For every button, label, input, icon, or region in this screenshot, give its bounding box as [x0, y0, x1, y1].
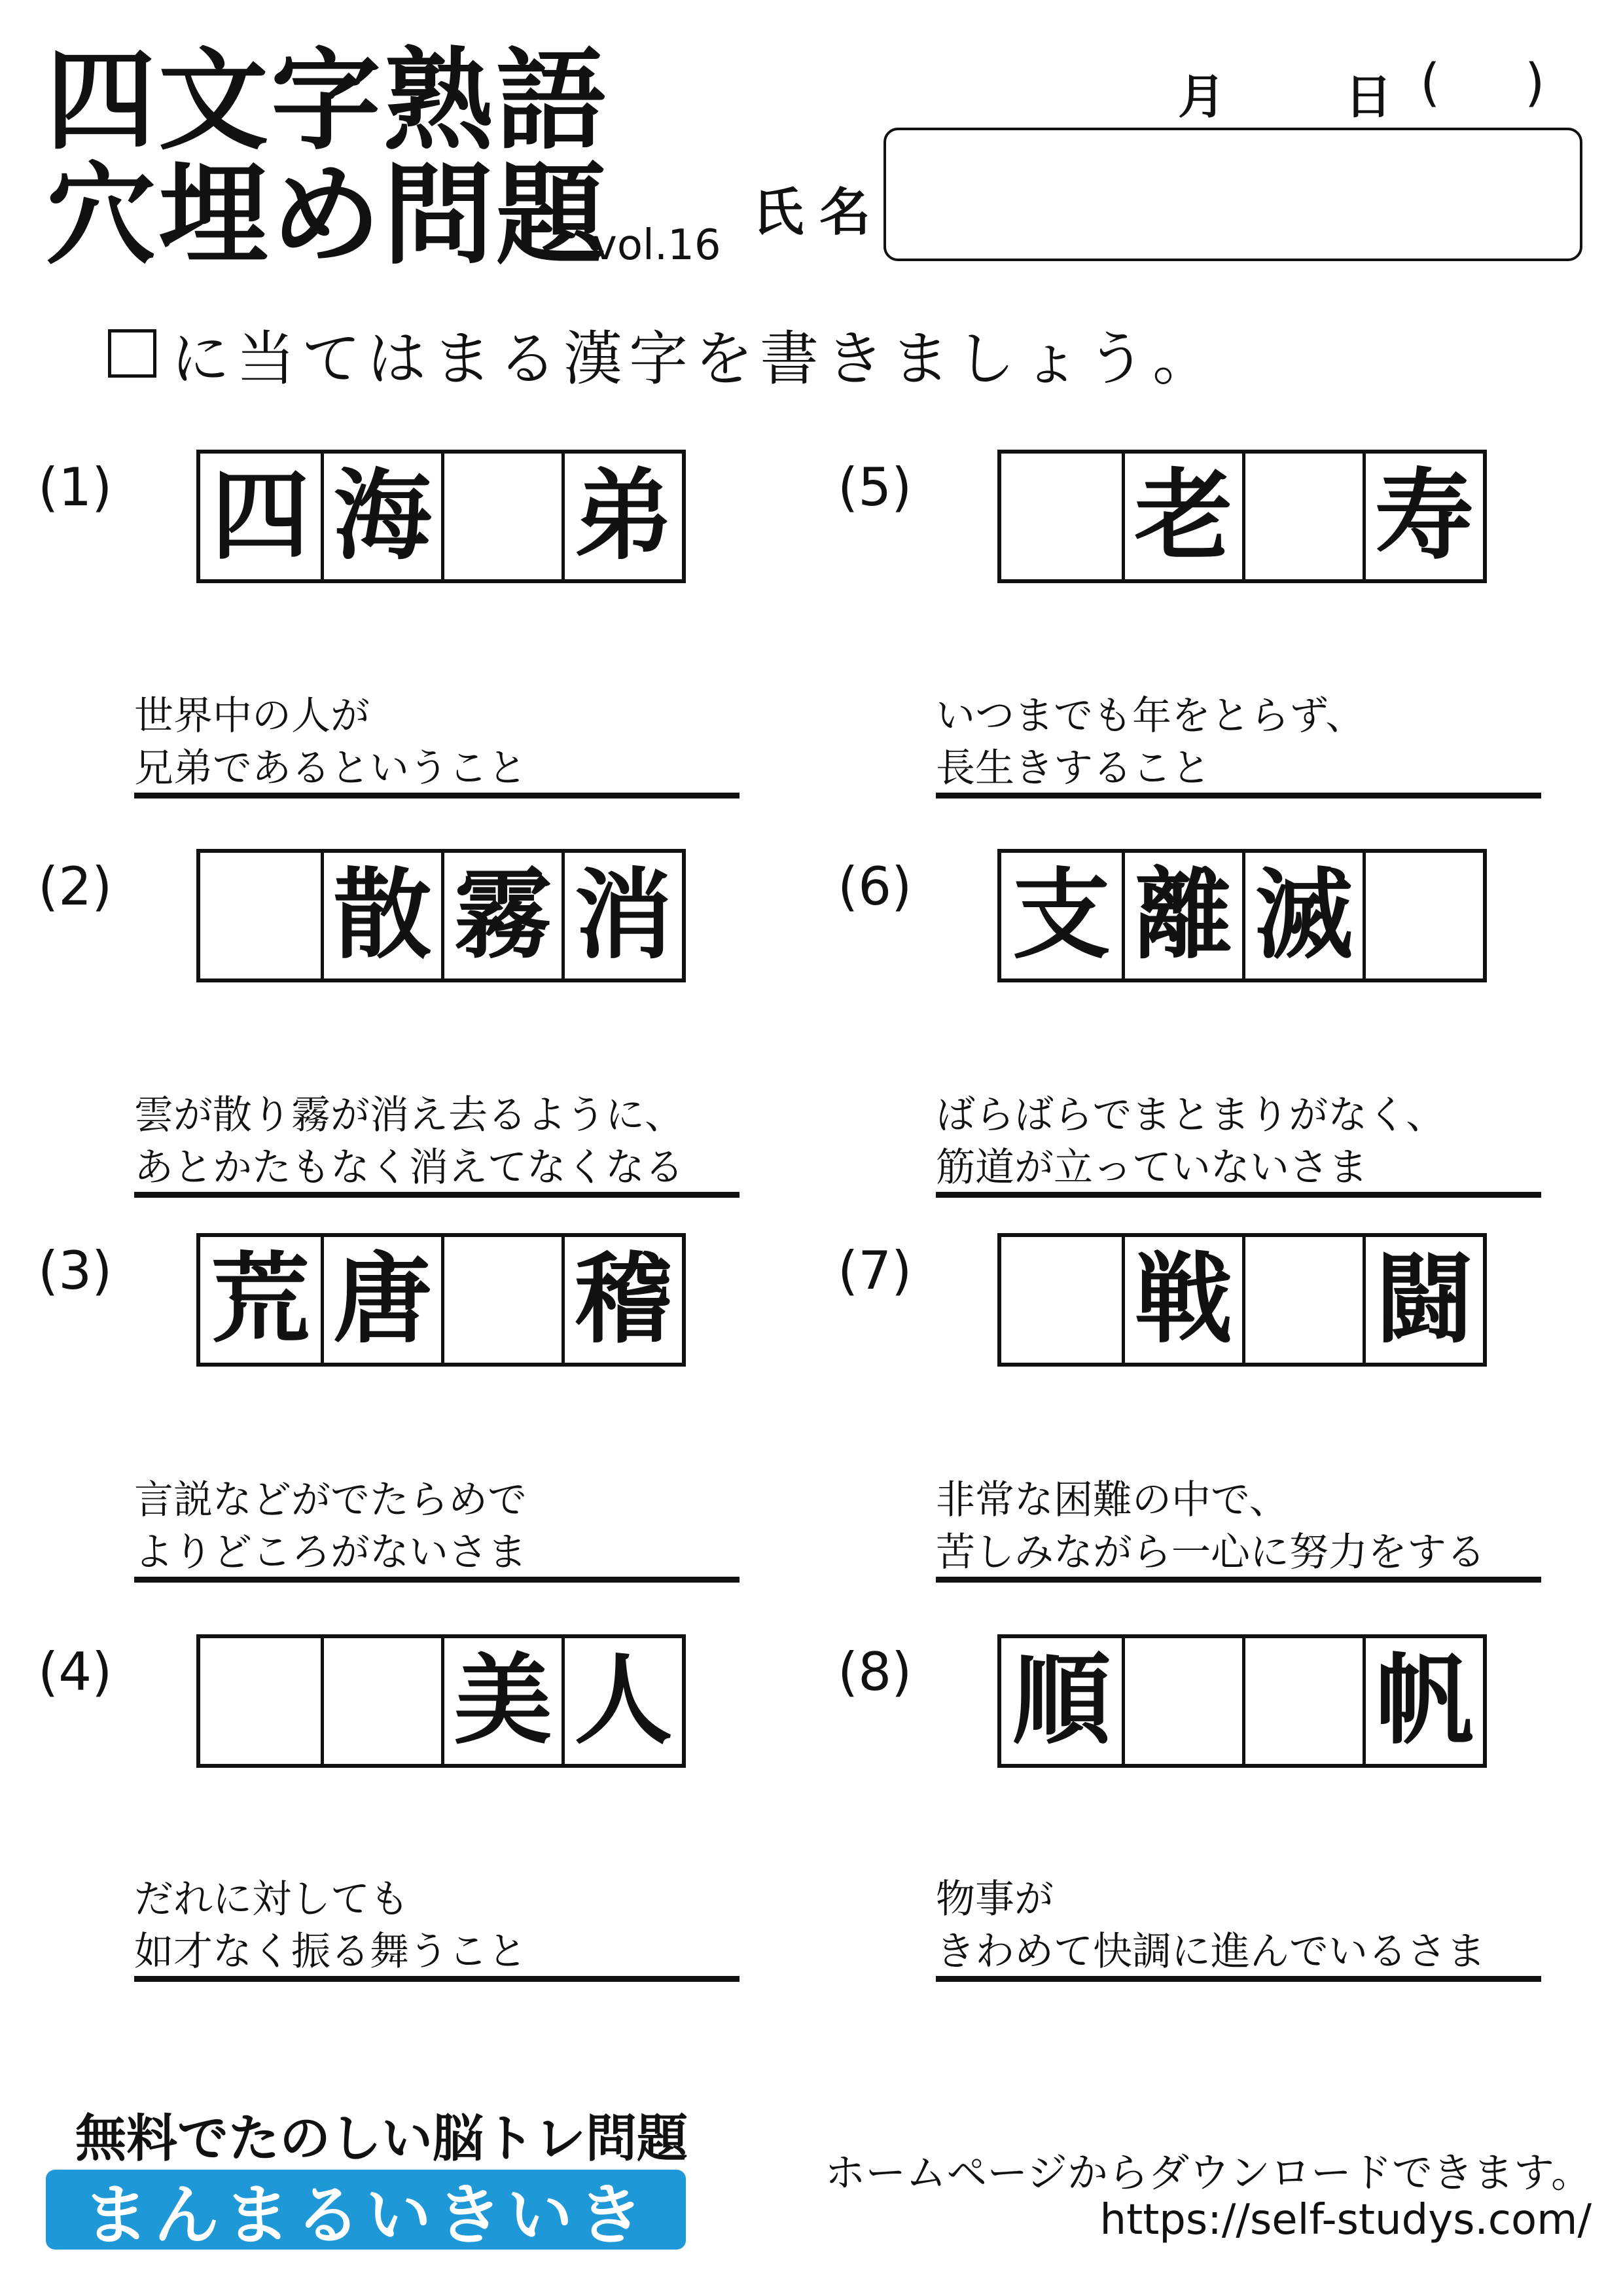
- kanji-cell[interactable]: 順: [1012, 1644, 1111, 1758]
- kanji-cell[interactable]: 海: [321, 454, 441, 579]
- kanji-cell[interactable]: 戦: [1122, 1237, 1242, 1363]
- hint-line-1: 世界中の人が: [134, 693, 370, 739]
- hint-line-1: だれに対しても: [134, 1876, 409, 1922]
- kanji-cell[interactable]: 支: [1012, 859, 1111, 973]
- hint-line-2: 兄弟であるということ: [134, 745, 527, 791]
- question-number: (3): [38, 1240, 113, 1301]
- kanji-cell[interactable]: 荒: [211, 1243, 310, 1357]
- kanji-cell[interactable]: 唐: [321, 1237, 441, 1363]
- title-line-1: 四文字熟語: [46, 37, 609, 165]
- kanji-cell[interactable]: 帆: [1363, 1638, 1483, 1764]
- kanji-cell[interactable]: 滅: [1242, 853, 1363, 978]
- kanji-cell[interactable]: [1242, 1638, 1363, 1764]
- kanji-cell[interactable]: [1001, 454, 1122, 579]
- kanji-cell[interactable]: 散: [321, 853, 441, 978]
- hint: [936, 1458, 1541, 1583]
- answer-boxes: [196, 1634, 686, 1768]
- kanji-cell[interactable]: 寿: [1363, 454, 1483, 579]
- kanji-cell[interactable]: 弟: [562, 454, 682, 579]
- name-field[interactable]: [883, 128, 1582, 261]
- kanji-cell[interactable]: 稽: [562, 1237, 682, 1363]
- answer-boxes: [196, 450, 686, 583]
- question-number: (1): [38, 457, 113, 518]
- hint-line-1: 物事が: [936, 1876, 1054, 1922]
- hint-line-2: 長生きすること: [936, 745, 1211, 791]
- kanji-cell[interactable]: 老: [1122, 454, 1242, 579]
- hint: [134, 1857, 740, 1982]
- date-weekday-paren-close: ): [1525, 54, 1545, 113]
- volume-label: vol.16: [592, 221, 721, 270]
- kanji-cell[interactable]: [1242, 454, 1363, 579]
- kanji-cell[interactable]: 霧: [441, 853, 562, 978]
- brand-logo-banner: まんまるいきいき: [46, 2170, 686, 2250]
- hint-line-1: いつまでも年をとらず、: [936, 693, 1365, 739]
- kanji-cell[interactable]: [1122, 1638, 1242, 1764]
- instruction-text: に当てはまる漢字を書きましょう。: [171, 325, 1218, 393]
- hint-line-1: 雲が散り霧が消え去るように、: [134, 1092, 684, 1138]
- answer-boxes: [997, 1233, 1487, 1367]
- hint-line-1: 言説などがでたらめで: [134, 1477, 527, 1523]
- hint-line-2: よりどころがないさま: [134, 1530, 527, 1575]
- kanji-cell[interactable]: [1363, 853, 1483, 978]
- question-number: (8): [838, 1641, 912, 1702]
- name-label: 氏名: [753, 183, 887, 242]
- title-line-2: 穴埋め問題: [46, 151, 609, 279]
- kanji-cell[interactable]: [441, 454, 562, 579]
- answer-boxes: [997, 849, 1487, 982]
- question-number: (7): [838, 1240, 912, 1301]
- kanji-cell[interactable]: [1242, 1237, 1363, 1363]
- hint: [936, 1857, 1541, 1982]
- hint-line-1: 非常な困難の中で、: [936, 1477, 1289, 1523]
- kanji-cell[interactable]: [1001, 1237, 1122, 1363]
- kanji-cell[interactable]: [441, 1237, 562, 1363]
- kanji-cell[interactable]: [321, 1638, 441, 1764]
- brand-tagline: 無料でたのしい脳トレ問題: [75, 2109, 688, 2168]
- instruction: [108, 314, 1218, 393]
- date-day-label: 日: [1345, 69, 1393, 124]
- kanji-cell[interactable]: 美: [441, 1638, 562, 1764]
- answer-boxes: [997, 1634, 1487, 1768]
- kanji-cell[interactable]: [200, 853, 321, 978]
- hint: [936, 674, 1541, 798]
- hint-line-2: 如才なく振る舞うこと: [134, 1929, 527, 1975]
- hint-line-2: 苦しみながら一心に努力をする: [936, 1530, 1486, 1575]
- answer-boxes: [196, 849, 686, 982]
- date-weekday-paren-open: (: [1420, 54, 1440, 113]
- hint-line-1: ばらばらでまとまりがなく、: [936, 1092, 1446, 1138]
- hint: [134, 1073, 740, 1198]
- kanji-cell[interactable]: 離: [1122, 853, 1242, 978]
- blank-square-icon: [108, 329, 156, 378]
- question-number: (2): [38, 856, 113, 917]
- hint-line-2: きわめて快調に進んでいるさま: [936, 1929, 1486, 1975]
- hint-line-2: 筋道が立っていないさま: [936, 1145, 1368, 1191]
- kanji-cell[interactable]: 闘: [1363, 1237, 1483, 1363]
- hint: [134, 674, 740, 798]
- kanji-cell[interactable]: 人: [562, 1638, 682, 1764]
- hint: [936, 1073, 1541, 1198]
- date-month-label: 月: [1178, 69, 1226, 124]
- question-number: (4): [38, 1641, 113, 1702]
- kanji-cell[interactable]: [200, 1638, 321, 1764]
- answer-boxes: [997, 450, 1487, 583]
- hint: [134, 1458, 740, 1583]
- kanji-cell[interactable]: 消: [562, 853, 682, 978]
- kanji-cell[interactable]: 四: [211, 459, 310, 573]
- download-text: ホームページからダウンロードできます。: [825, 2149, 1592, 2197]
- question-number: (6): [838, 856, 912, 917]
- question-number: (5): [838, 457, 912, 518]
- site-url[interactable]: https://self-studys.com/: [1099, 2196, 1592, 2244]
- hint-line-2: あとかたもなく消えてなくなる: [134, 1145, 684, 1191]
- answer-boxes: [196, 1233, 686, 1367]
